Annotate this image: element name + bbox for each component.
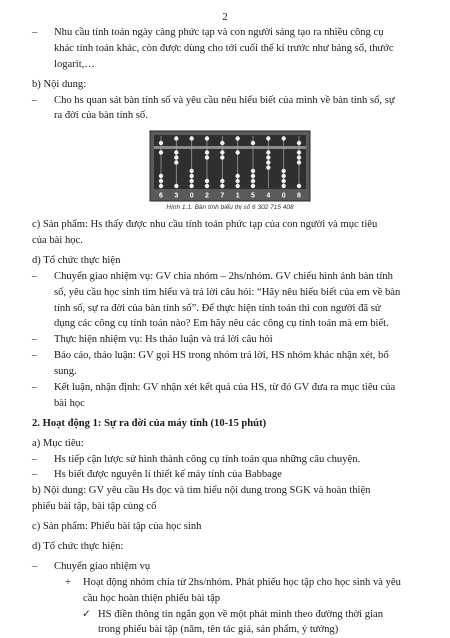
heaven-bead <box>266 137 270 141</box>
s2-task-bullet <box>32 559 428 575</box>
earth-bead <box>205 179 209 183</box>
text-line: – Nhu cầu tính toán ngày càng phức tạp và con người sáng tạo ra nhiều công cụ <box>54 27 384 38</box>
earth-bead <box>281 184 285 188</box>
heaven-bead <box>281 137 285 141</box>
earth-bead <box>189 169 193 173</box>
earth-bead <box>281 169 285 173</box>
objective-heading: a) Mục tiêu: <box>32 437 84 449</box>
conclusion-bullet <box>32 380 428 412</box>
abacus-divider <box>154 146 306 149</box>
earth-bead <box>174 184 178 188</box>
abacus-digit-label: 0 <box>281 192 286 200</box>
intro-bullet <box>32 25 428 73</box>
earth-bead <box>205 156 209 160</box>
earth-bead <box>266 151 270 155</box>
earth-bead <box>251 184 255 188</box>
abacus-digit-label: 1 <box>235 192 240 200</box>
earth-bead <box>159 174 163 178</box>
earth-bead <box>189 179 193 183</box>
text-line: của bài học. <box>32 234 83 246</box>
abacus-digit-label: 8 <box>297 192 301 200</box>
text-line: – Cho hs quan sát bàn tính số và yêu cầu nêu hiểu biết của mình về bàn tính số, sự <box>54 94 395 106</box>
abacus-digit-label: 6 <box>159 192 163 200</box>
text-line: – Báo cáo, thảo luận: GV gọi HS trong nhóm trả lời, HS nhóm khác nhận xét, bổ <box>54 350 389 362</box>
earth-bead <box>220 156 224 160</box>
earth-bead <box>266 161 270 165</box>
earth-bead <box>251 174 255 178</box>
figure-caption: Hình 1.1. Bàn tính biểu thị số 6 302 715 408 <box>166 204 294 212</box>
s2-organize-heading: d) Tổ chức thực hiện: <box>32 541 124 553</box>
content-bullet <box>32 93 428 125</box>
earth-bead <box>189 184 193 188</box>
organize-heading: d) Tổ chức thực hiện <box>32 254 121 266</box>
heaven-bead <box>251 141 255 145</box>
text-line: sung. <box>54 366 77 378</box>
earth-bead <box>159 184 163 188</box>
earth-bead <box>174 156 178 160</box>
text-line: dụng các công cụ tính toán nào? Em hãy nêu các công cụ tính toán mà em biết. <box>54 318 389 330</box>
text-line: tính số, sự ra đời của bàn tính số”. Để thực hiện tính toán thì con người đã sử <box>54 302 381 314</box>
text-line: trong phiếu bài tập (năm, tên tác giả, sản phẩm, ý tưởng) <box>98 624 339 636</box>
earth-bead <box>297 151 301 155</box>
text-line: – Hs biết được nguyên lí thiết kế máy tính của Babbage <box>54 469 282 481</box>
earth-bead <box>235 184 239 188</box>
page-number: 2 <box>222 11 228 23</box>
earth-bead <box>189 174 193 178</box>
text-line: + Hoạt động nhóm chia từ 2hs/nhóm. Phát phiếu học tập cho học sinh và yêu <box>83 576 401 588</box>
text-line: ra đời của bàn tính số. <box>54 110 148 122</box>
text-line: số, yêu cầu học sinh tìm hiểu và trả lời câu hỏi: “Hãy nêu hiểu biết của em về bàn <box>54 286 401 298</box>
earth-bead <box>235 179 239 183</box>
text-line: – Kết luận, nhận định: GV nhận xét kết quả của HS, từ đó GV đưa ra mục tiêu của <box>54 382 396 393</box>
earth-bead <box>174 151 178 155</box>
product-paragraph <box>32 217 428 249</box>
text-line: phiếu bài tập, bài tập củng cố <box>32 501 157 513</box>
earth-bead <box>297 156 301 160</box>
earth-bead <box>297 184 301 188</box>
earth-bead <box>266 156 270 160</box>
text-line: – Chuyển giao nhiệm vụ <box>54 560 151 572</box>
abacus-digit-label: 2 <box>205 192 209 200</box>
earth-bead <box>266 166 270 170</box>
text-line: bài học <box>54 397 85 409</box>
abacus-digit-label: 5 <box>251 192 255 200</box>
report-bullet <box>32 348 428 380</box>
heaven-bead <box>235 137 239 141</box>
perform-bullet <box>32 332 428 348</box>
earth-bead <box>297 161 301 165</box>
task-bullet <box>32 269 428 333</box>
heaven-bead <box>189 137 193 141</box>
earth-bead <box>220 151 224 155</box>
earth-bead <box>159 179 163 183</box>
text-line: ✓ HS điền thông tin ngắn gọn về một phát minh theo đường thời gian <box>98 608 384 620</box>
objective-bullet <box>32 467 428 483</box>
text-line: – Thực hiện nhiệm vụ: Hs thảo luận và trả lời câu hỏi <box>54 334 273 346</box>
earth-bead <box>205 151 209 155</box>
earth-bead <box>251 169 255 173</box>
earth-bead <box>205 184 209 188</box>
text-line: c) Sản phẩm: Hs thấy được nhu cầu tính toán phức tạp của con người và mục tiêu <box>32 219 378 231</box>
heaven-bead <box>220 141 224 145</box>
earth-bead <box>220 184 224 188</box>
s2-content-paragraph <box>32 483 428 515</box>
objective-bullet <box>32 452 428 468</box>
abacus-digit-label: 4 <box>266 192 271 200</box>
text-line: khác tính toán khác, còn được dùng cho tới cuối thế kỉ trước như bảng số, thước <box>54 42 394 54</box>
s2-product-line: c) Sản phẩm: Phiếu bài tập của học sinh <box>32 521 202 533</box>
text-line: logarit,… <box>54 58 95 70</box>
text-line: – Hs tiếp cận lược sử hình thành công cụ tính toán qua những câu chuyện. <box>54 453 361 465</box>
abacus-figure <box>32 130 428 213</box>
heaven-bead <box>174 137 178 141</box>
heaven-bead <box>205 137 209 141</box>
abacus-digit-label: 7 <box>220 192 225 200</box>
earth-bead <box>281 179 285 183</box>
abacus-image <box>149 130 311 202</box>
s2-check-item <box>32 607 428 638</box>
section-title: 2. Hoạt động 1: Sự ra đời của máy tính (10-15 phút) <box>32 417 267 429</box>
earth-bead <box>235 151 239 155</box>
text-line: cầu học hoàn thiện phiếu bài tập <box>83 592 221 604</box>
earth-bead <box>281 174 285 178</box>
text-line: b) Nội dung: GV yêu cầu Hs đọc và tìm hiểu nội dung trong SGK và hoàn thiện <box>32 485 371 497</box>
s2-plus-item <box>32 575 428 607</box>
earth-bead <box>174 161 178 165</box>
earth-bead <box>220 179 224 183</box>
heaven-bead <box>159 141 163 145</box>
heaven-bead <box>297 141 301 145</box>
earth-bead <box>251 179 255 183</box>
content-heading: b) Nội dung: <box>32 78 87 90</box>
document-body <box>32 25 428 638</box>
earth-bead <box>235 174 239 178</box>
earth-bead <box>159 151 163 155</box>
abacus-digit-label: 0 <box>189 192 194 200</box>
text-line: – Chuyển giao nhiệm vụ: GV chia nhóm – 2hs/nhóm. GV chiếu hình ảnh bàn tính <box>54 270 393 282</box>
abacus-digit-label: 3 <box>174 192 179 200</box>
